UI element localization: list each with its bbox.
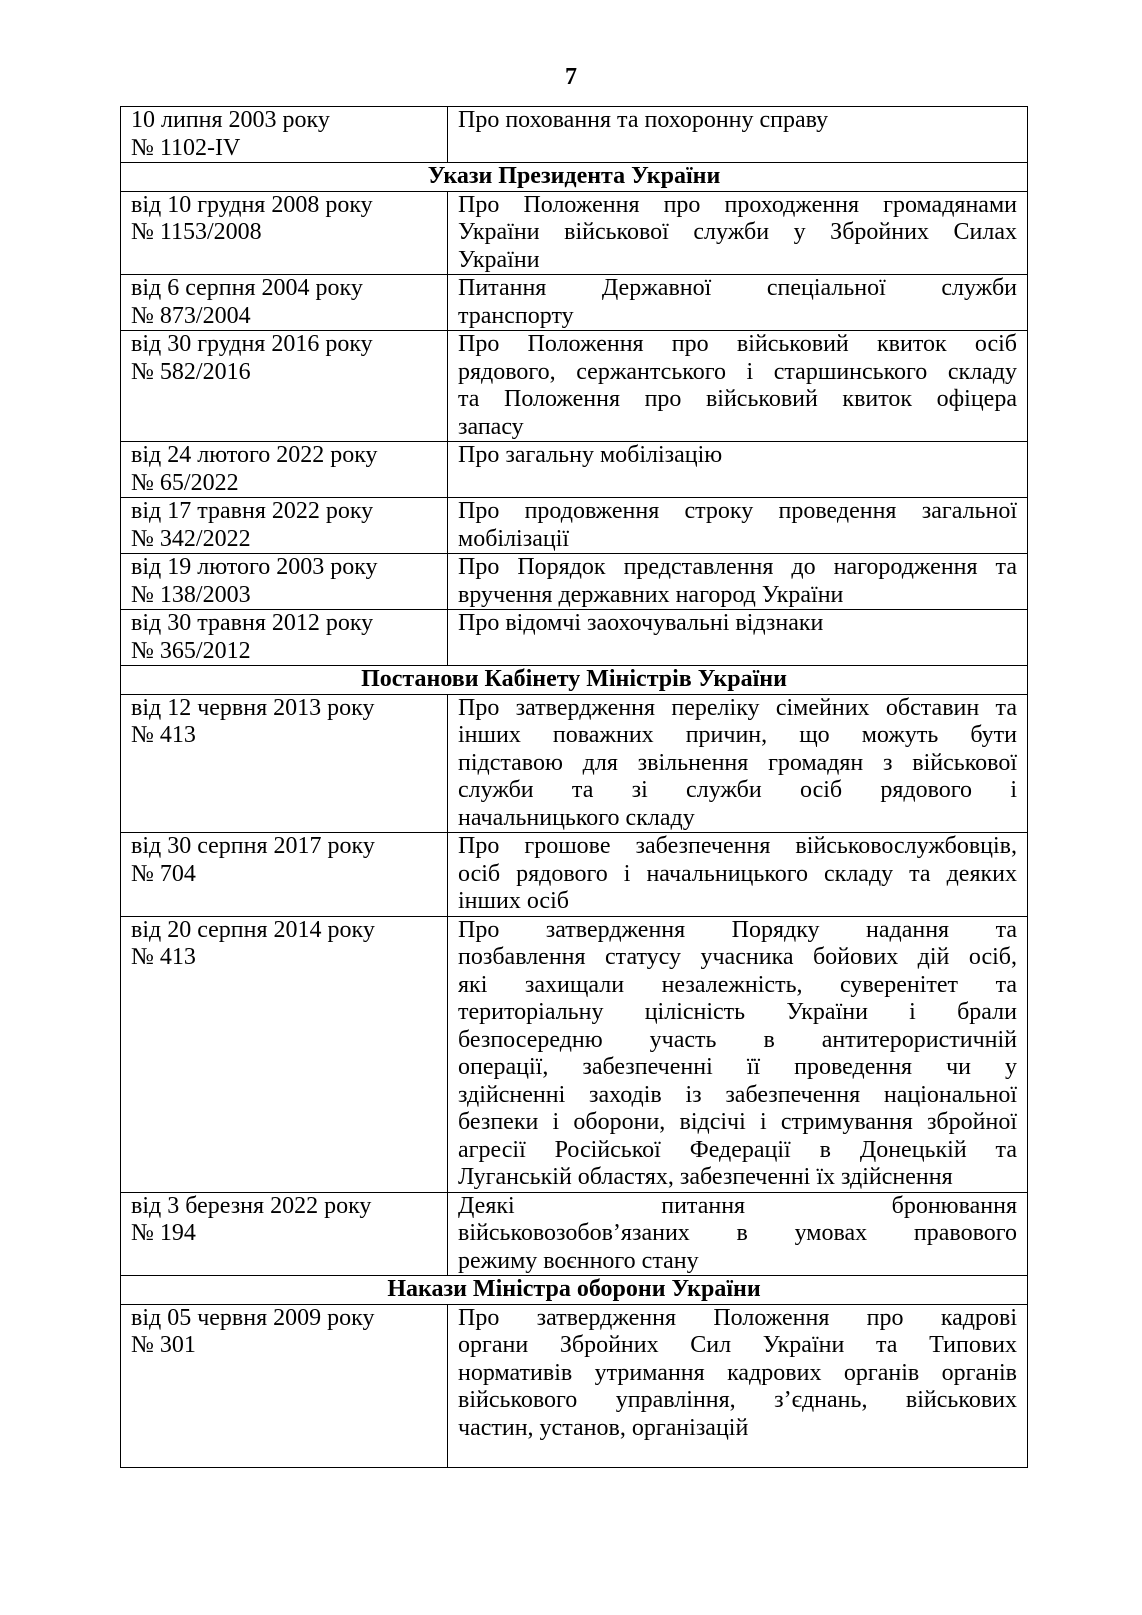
document-date: від 30 травня 2012 року [131, 610, 374, 636]
legislation-table-body [121, 107, 1028, 1468]
document-title-cell [448, 1192, 1028, 1276]
document-date: від 10 грудня 2008 року [131, 191, 373, 218]
document-date-cell [121, 694, 448, 833]
document-title-line: інших осіб [458, 888, 569, 914]
document-title-cell [448, 554, 1028, 610]
document-title-line: служби та зі служби осіб рядового і [458, 777, 1017, 803]
document-title-line: Про продовження строку проведення загальної [458, 498, 1017, 524]
document-title-line: Про поховання та похоронну справу [458, 107, 829, 133]
document-title-line: військового управління, з’єднань, військових [458, 1387, 1017, 1413]
document-title-line: мобілізації [458, 525, 570, 552]
document-title-line: безпосередню участь в антитерористичній [458, 1026, 1017, 1053]
document-title-line: Питання Державної спеціальної служби [458, 275, 1017, 301]
document-title-cell [448, 1304, 1028, 1467]
document-title-cell [448, 694, 1028, 833]
table-row [121, 498, 1028, 554]
section-heading-row [121, 1276, 1028, 1305]
section-heading-row [121, 666, 1028, 695]
document-date-cell [121, 107, 448, 163]
document-title-line: Луганській областях, забезпеченні їх здійснення [458, 1164, 953, 1190]
document-title-line: підставою для звільнення громадян з військової [458, 749, 1017, 776]
page-number: 7 [565, 64, 577, 90]
document-title-cell [448, 498, 1028, 554]
section-heading: Накази Міністра оборони України [121, 1276, 1028, 1305]
document-date: від 30 серпня 2017 року [131, 833, 375, 859]
document-title-cell [448, 107, 1028, 163]
document-title-line: України [458, 246, 540, 273]
table-row [121, 331, 1028, 442]
document-title-line: осіб рядового і начальницького складу та деяких [458, 860, 1017, 887]
table-row [121, 1192, 1028, 1276]
document-title-line: інших поважних причин, що можуть бути [458, 722, 1017, 748]
document-title-line: Про Положення про проходження громадянами [458, 191, 1017, 218]
document-title-line: начальницького складу [458, 804, 695, 831]
table-row [121, 191, 1028, 275]
document-title-line: територіальну цілісність України і брали [458, 999, 1017, 1025]
document-title-line: Про Порядок представлення до нагородження та [458, 554, 1017, 580]
table-row [121, 107, 1028, 163]
document-date: від 6 серпня 2004 року [131, 275, 363, 301]
document-title-line: нормативів утримання кадрових органів органів [458, 1359, 1017, 1386]
document-title-line: та Положення про військовий квиток офіцера [458, 386, 1017, 412]
document-title-line: Деякі питання бронювання [458, 1192, 1017, 1219]
document-title-line: які захищали незалежність, суверенітет та [458, 971, 1017, 998]
document-title-cell [448, 610, 1028, 666]
document-title-cell [448, 191, 1028, 275]
legislation-table [120, 106, 1028, 1468]
document-date: від 17 травня 2022 року [131, 498, 374, 524]
document-date-cell [121, 498, 448, 554]
document-number: № 194 [131, 1220, 196, 1246]
table-row [121, 275, 1028, 331]
document-title-line: режиму воєнного стану [458, 1247, 699, 1274]
document-date: від 19 лютого 2003 року [131, 554, 378, 580]
section-heading: Постанови Кабінету Міністрів України [121, 666, 1028, 695]
document-title-line: Про відомчі заохочувальні відзнаки [458, 610, 824, 636]
document-title-line: Про затвердження Положення про кадрові [458, 1304, 1017, 1331]
table-row [121, 1304, 1028, 1467]
document-number: № 873/2004 [131, 302, 251, 329]
document-number: № 65/2022 [131, 469, 239, 496]
table-row [121, 442, 1028, 498]
document-title-cell [448, 275, 1028, 331]
document-number: № 301 [131, 1332, 196, 1358]
table-row [121, 694, 1028, 833]
document-date-cell [121, 275, 448, 331]
document-title-line: агресії Російської Федерації в Донецькій та [458, 1136, 1017, 1163]
document-title-line: транспорту [458, 302, 574, 329]
document-title-line: частин, установ, організацій [458, 1414, 749, 1441]
document-date: від 30 грудня 2016 року [131, 331, 373, 357]
table-row [121, 833, 1028, 917]
document-date: від 05 червня 2009 року [131, 1304, 375, 1331]
document-number: № 704 [131, 860, 196, 887]
document-date-cell [121, 191, 448, 275]
section-heading: Укази Президента України [121, 163, 1028, 192]
document-title-line: безпеки і оборони, відсічі і стримування збройної [458, 1109, 1017, 1135]
table-row [121, 554, 1028, 610]
section-heading-row [121, 163, 1028, 192]
document-title-line: військовозобов’язаних в умовах правового [458, 1220, 1017, 1246]
document-title-line: Про затвердження Порядку надання та [458, 916, 1017, 943]
document-title-line: України військової служби у Збройних Силах [458, 219, 1017, 245]
document-date: від 12 червня 2013 року [131, 694, 375, 721]
document-number: № 413 [131, 944, 196, 970]
document-title-line: Про затвердження переліку сімейних обставин та [458, 694, 1017, 721]
document-number: № 342/2022 [131, 525, 251, 552]
document-date-cell [121, 610, 448, 666]
document-date-cell [121, 1304, 448, 1467]
document-title-cell [448, 916, 1028, 1192]
document-number: № 1153/2008 [131, 219, 262, 245]
document-number: № 365/2012 [131, 637, 251, 664]
document-title-line: вручення державних нагород України [458, 581, 844, 608]
document-title-line: Про Положення про військовий квиток осіб [458, 331, 1017, 357]
document-number: № 1102-IV [131, 134, 241, 161]
document-title-cell [448, 331, 1028, 442]
document-number: № 582/2016 [131, 358, 251, 385]
document-title-line: рядового, сержантського і старшинського складу [458, 358, 1017, 385]
document-date: від 24 лютого 2022 року [131, 442, 378, 468]
document-title-line: здійсненні заходів із забезпечення національної [458, 1081, 1017, 1108]
document-title-line: Про грошове забезпечення військовослужбовців, [458, 833, 1017, 859]
document-date: від 20 серпня 2014 року [131, 916, 375, 943]
document-date-cell [121, 833, 448, 917]
document-date-cell [121, 916, 448, 1192]
document-date-cell [121, 554, 448, 610]
document-number: № 138/2003 [131, 581, 251, 608]
document-date-cell [121, 1192, 448, 1276]
document-date: 10 липня 2003 року [131, 107, 330, 133]
document-date-cell [121, 442, 448, 498]
document-title-line: операції, забезпеченні її проведення чи у [458, 1054, 1017, 1080]
table-row [121, 610, 1028, 666]
document-title-line: органи Збройних Сил України та Типових [458, 1332, 1017, 1358]
document-date: від 3 березня 2022 року [131, 1192, 372, 1219]
document-title-cell [448, 442, 1028, 498]
document-date-cell [121, 331, 448, 442]
document-number: № 413 [131, 722, 196, 748]
document-title-cell [448, 833, 1028, 917]
document-title-line: позбавлення статусу учасника бойових дій осіб, [458, 944, 1017, 970]
document-title-line: Про загальну мобілізацію [458, 442, 723, 468]
document-title-line: запасу [458, 413, 524, 440]
table-row [121, 916, 1028, 1192]
